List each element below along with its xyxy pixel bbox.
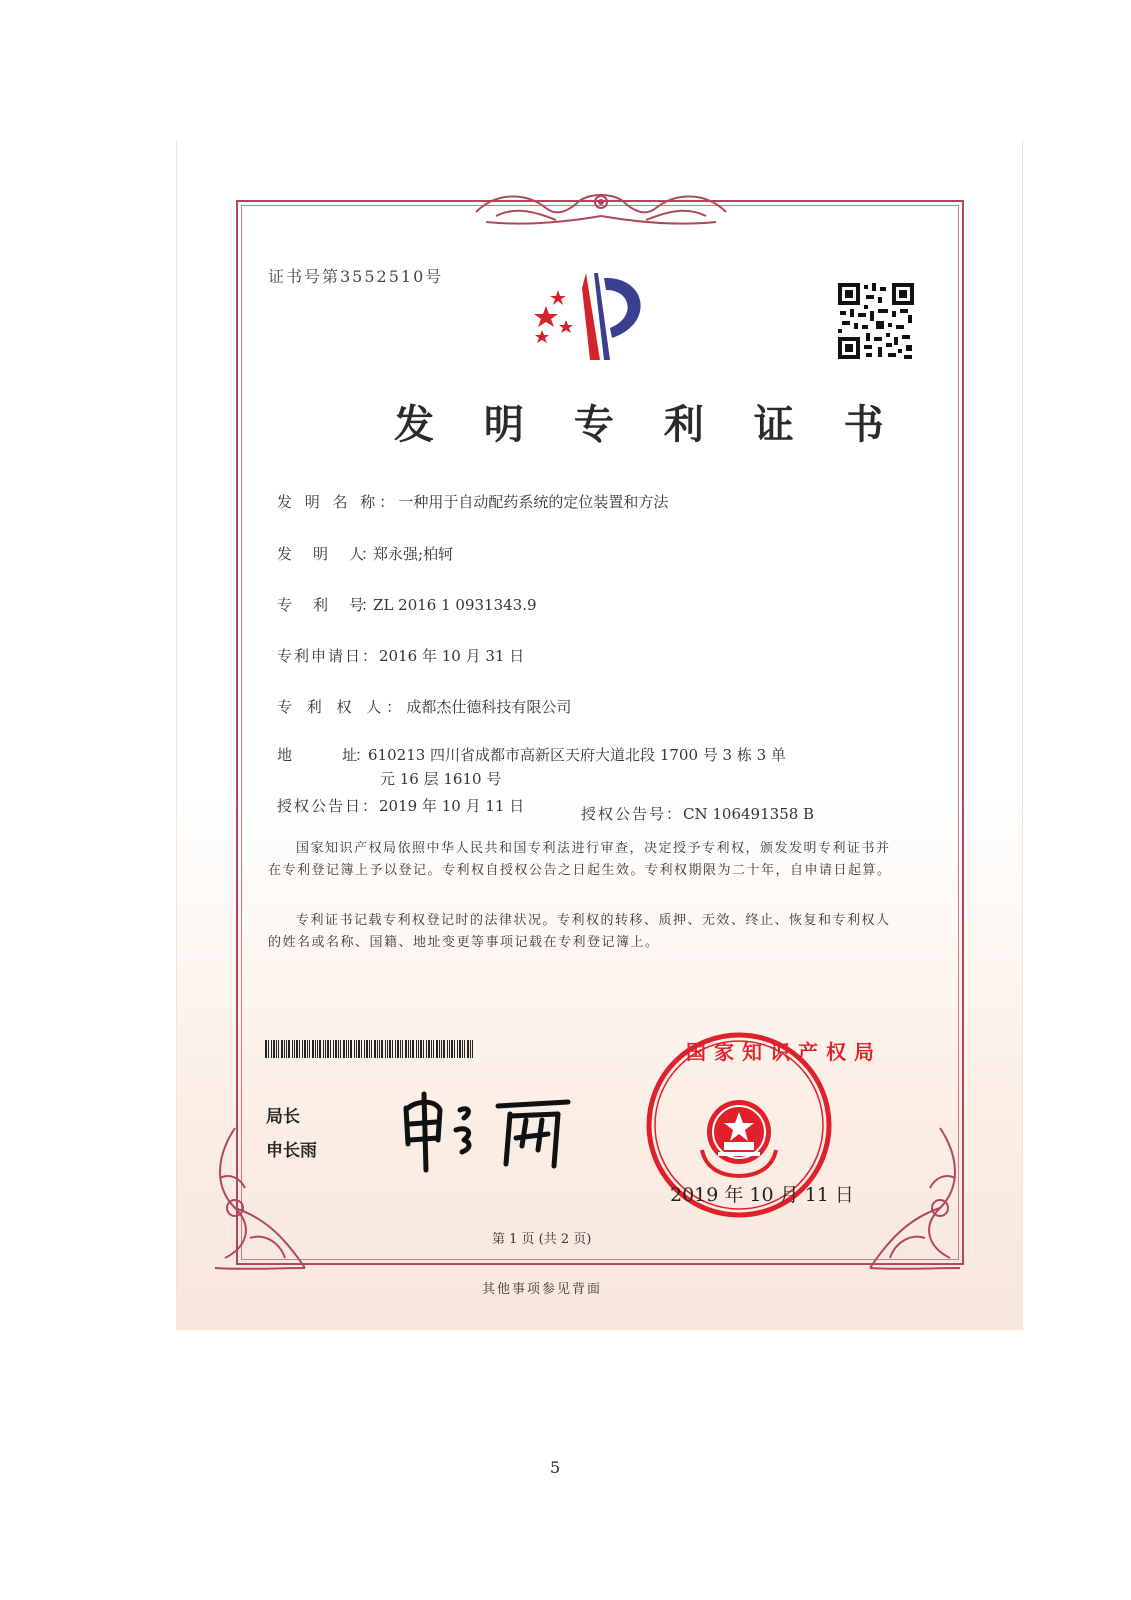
field-value: 一种用于自动配药系统的定位装置和方法 — [398, 493, 669, 511]
field-filing-date — [277, 645, 524, 666]
field-address — [277, 744, 786, 765]
field-value: 成都杰仕德科技有限公司 — [406, 698, 572, 716]
seal-text: 国家知识产权局 — [686, 1040, 882, 1064]
legal-paragraph-2: 专利证书记载专利权登记时的法律状况。专利权的转移、质押、无效、终止、恢复和专利权人的姓名或名称、国籍、地址变更等事项记载在专利登记簿上。 — [268, 913, 891, 950]
patent-office-logo-icon — [528, 268, 658, 368]
field-value: 元 16 层 1610 号 — [380, 770, 502, 788]
field-value: 610213 四川省成都市高新区天府大道北段 1700 号 3 栋 3 单 — [368, 746, 786, 764]
field-label: 专 利 号： — [277, 596, 374, 614]
legal-paragraph-1: 国家知识产权局依照中华人民共和国专利法进行审查，决定授予专利权，颁发发明专利证书并在专利登记簿上予以登记。专利权自授权公告之日起生效。专利权期限为二十年，自申请日起算。 — [268, 841, 892, 878]
qr-code-icon — [836, 281, 916, 361]
field-value: 2019 年 10 月 11 日 — [379, 797, 525, 815]
page-indicator: 第 1 页 (共 2 页) — [492, 1232, 592, 1247]
field-patentee — [277, 696, 571, 717]
field-label: 发 明 名 称： — [277, 493, 399, 511]
field-label: 发 明 人： — [277, 545, 374, 563]
field-label: 授权公告号： — [581, 805, 684, 823]
field-value: CN 106491358 B — [683, 805, 815, 823]
director-title: 局长 — [266, 1107, 300, 1127]
handwritten-signature-icon — [398, 1086, 578, 1176]
bottom-right-ornament-icon — [860, 1118, 970, 1278]
field-address-line2 — [380, 768, 501, 789]
seal-date: 2019 年 10 月 11 日 — [670, 1184, 854, 1206]
top-ornament-icon — [466, 182, 736, 230]
field-patent-number — [277, 594, 537, 615]
signature-block — [266, 1100, 317, 1168]
barcode-icon — [265, 1040, 475, 1058]
field-value: 2016 年 10 月 31 日 — [379, 647, 525, 665]
field-label: 地 址： — [277, 746, 369, 764]
field-label: 授权公告日： — [277, 797, 380, 815]
field-label: 专利申请日： — [277, 647, 380, 665]
field-inventor — [277, 543, 453, 564]
field-value: 郑永强;柏轲 — [373, 545, 454, 563]
field-invention-name — [277, 491, 668, 512]
field-grant-date — [277, 795, 524, 816]
back-note: 其他事项参见背面 — [482, 1282, 603, 1297]
document-page-number: 5 — [550, 1458, 561, 1477]
field-label: 专 利 权 人： — [277, 698, 407, 716]
field-announcement-number — [581, 803, 814, 824]
director-name: 申长雨 — [266, 1141, 317, 1161]
certificate-number: 证书号第3552510号 — [268, 267, 444, 286]
certificate-title: 发 明 专 利 证 书 — [394, 401, 902, 448]
field-value: ZL 2016 1 0931343.9 — [373, 596, 537, 614]
